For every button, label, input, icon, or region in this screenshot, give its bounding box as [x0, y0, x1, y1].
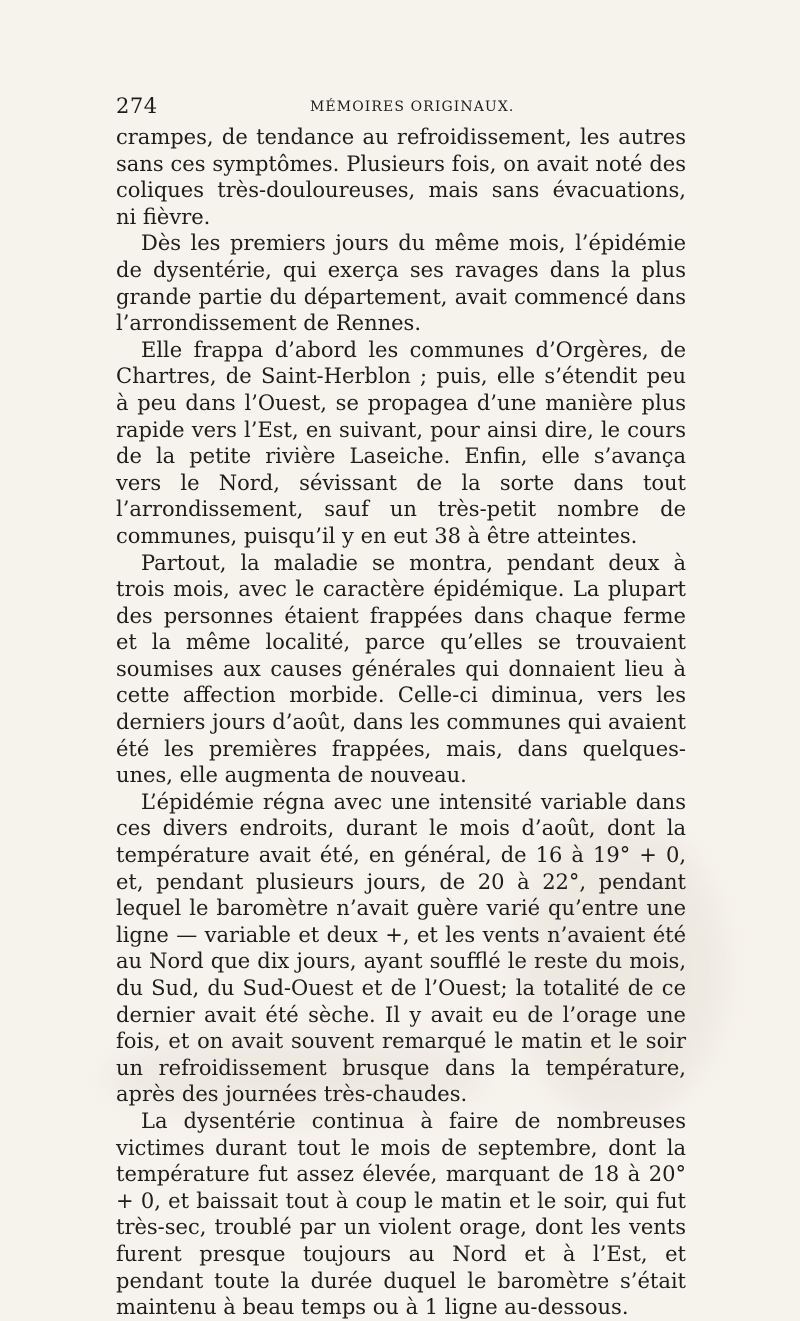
paragraph-text: Elle frappa d’abord les communes d’Orgères, de Chartres, de Saint-Herblon ; puis, elle s’étendit peu à peu dans l’Ouest, se propagea d’une manière plus rapide vers l’Est, en suivant, pour ainsi dire, le cours de la petite rivière Laseiche. Enfin, elle s’avança vers le Nord, sévissant de la sorte dans tout l’arrondissement, sauf un très-petit nombre de communes, puisqu’il y en eut 38 à être atteintes. — [116, 337, 686, 548]
paragraph-2 — [116, 230, 686, 336]
paragraph-3 — [116, 337, 686, 550]
paragraph-1 — [116, 124, 686, 230]
running-title: MÉMOIRES ORIGINAUX. — [310, 99, 515, 115]
page-header — [116, 94, 686, 120]
page-body — [116, 124, 686, 1321]
paragraph-text: crampes, de tendance au refroidissement, les autres sans ces symptômes. Plusieurs fois, on avait noté des coliques très-douloureuses, mais sans évacuations, ni fièvre. — [116, 125, 686, 229]
paragraph-4 — [116, 550, 686, 789]
paragraph-6 — [116, 1108, 686, 1321]
paragraph-text: Partout, la maladie se montra, pendant deux à trois mois, avec le caractère épidémique. La plupart des personnes étaient frappées dans chaque ferme et la même localité, parce qu’elles se trouvaient soumises aux causes générales qui donnaient lieu à cette affection morbide. Celle-ci diminua, vers les derniers jours d’août, dans les communes qui avaient été les premières frappées, mais, dans quelques-unes, elle augmenta de nouveau. — [116, 550, 686, 788]
paragraph-5 — [116, 789, 686, 1108]
paragraph-text: L’épidémie régna avec une intensité variable dans ces divers endroits, durant le mois d’août, dont la température avait été, en général, de 16 à 19° + 0, et, pendant plusieurs jours, de 20 à 22°, pendant lequel le baromètre n’avait guère varié qu’entre une ligne — variable et deux +, et les vents n’avaient été au Nord que dix jours, ayant soufflé le reste du mois, du Sud, du Sud-Ouest et de l’Ouest; la totalité de ce dernier avait été sèche. Il y avait eu de l’orage une fois, et on avait souvent remarqué le matin et le soir un refroidissement brusque dans la température, après des journées très-chaudes. — [116, 789, 686, 1107]
paragraph-text: La dysentérie continua à faire de nombreuses victimes durant tout le mois de septembre, dont la température fut assez élevée, marquant de 18 à 20° + 0, et baissait tout à coup le matin et le soir, qui fut très-sec, troublé par un violent orage, dont les vents furent presque toujours au Nord et à l’Est, et pendant toute la durée duquel le baromètre s’était maintenu à beau temps ou à 1 ligne au-dessous. — [116, 1108, 686, 1320]
paragraph-text: Dès les premiers jours du même mois, l’épidémie de dysentérie, qui exerça ses ravages dans la plus grande partie du département, avait commencé dans l’arrondissement de Rennes. — [116, 231, 686, 336]
page-number: 274 — [116, 94, 158, 118]
